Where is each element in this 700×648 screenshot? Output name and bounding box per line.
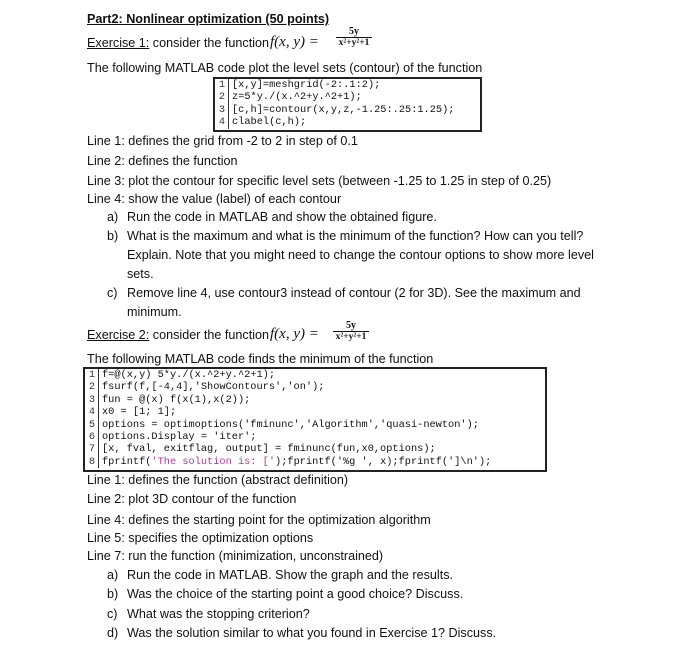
item-text: Remove line 4, use contour3 instead of contour (2 for 3D). See the maximum and <box>127 286 581 300</box>
exercise-1-denominator: x²+y²+1 <box>338 38 370 48</box>
exercise-1-code-block <box>213 77 482 132</box>
item-text: Was the choice of the starting point a good choice? Discuss. <box>127 587 464 601</box>
code-line <box>85 456 545 468</box>
exercise-2-numerator: 5y <box>346 320 356 331</box>
code-line <box>85 381 545 393</box>
line-number: 3 <box>85 394 99 406</box>
code-line <box>85 394 545 406</box>
line-number: 6 <box>85 431 99 443</box>
code-string: 'The solution is: [' <box>151 455 276 468</box>
code-line <box>85 369 545 381</box>
code-line <box>215 79 480 91</box>
line-number: 3 <box>215 104 229 116</box>
item-label: c) <box>107 607 118 621</box>
line-number: 5 <box>85 419 99 431</box>
ex2-item-c <box>107 607 310 621</box>
ex2-item-b <box>107 587 463 601</box>
code-text: options.Display = 'iter'; <box>102 430 257 443</box>
item-label: d) <box>107 626 119 640</box>
exercise-2-denominator: x²+y²+1 <box>335 332 367 342</box>
code-text: x0 = [1; 1]; <box>102 406 177 419</box>
code-line <box>85 419 545 431</box>
exercise-1-heading <box>87 36 269 50</box>
code-text: [x,y]=meshgrid(-2:.1:2); <box>232 79 381 91</box>
exercise-1-fraction <box>336 26 372 49</box>
ex2-item-d <box>107 626 496 640</box>
code-text: [c,h]=contour(x,y,z,-1.25:.25:1.25); <box>232 103 455 116</box>
ex1-item-a <box>107 210 437 224</box>
ex1-line-desc: Line 4: show the value (label) of each contour <box>87 192 342 206</box>
code-text: [x, fval, exitflag, output] = fminunc(fun,x0,options); <box>102 443 436 456</box>
code-text: fun = @(x) f(x(1),x(2)); <box>102 393 251 406</box>
item-label: a) <box>107 568 119 582</box>
exercise-2-fraction <box>333 320 369 343</box>
ex1-line-desc: Line 3: plot the contour for specific level sets (between -1.25 to 1.25 in step of 0.25) <box>87 174 552 188</box>
ex1-item-b <box>107 229 583 243</box>
line-number: 2 <box>85 381 99 393</box>
code-line <box>215 91 480 103</box>
exercise-2-heading <box>87 328 269 342</box>
line-number: 7 <box>85 443 99 455</box>
code-text: f=@(x,y) 5*y./(x.^2+y.^2+1); <box>102 369 276 381</box>
exercise-1-function-lhs: f(x, y) = <box>270 34 319 50</box>
item-text: Was the solution similar to what you found in Exercise 1? Discuss. <box>127 626 497 640</box>
exercise-2-function-lhs: f(x, y) = <box>270 326 319 342</box>
line-number: 8 <box>85 456 99 468</box>
part-title: Part2: Nonlinear optimization (50 points) <box>87 12 330 26</box>
item-text: What is the maximum and what is the minimum of the function? How can you tell? <box>127 229 584 243</box>
code-text: options = optimoptions('fminunc','Algorithm','quasi-newton'); <box>102 418 479 431</box>
ex1-item-c <box>107 286 581 300</box>
item-text: Run the code in MATLAB and show the obtained figure. <box>127 210 437 224</box>
ex1-line-desc: Line 2: defines the function <box>87 154 238 168</box>
ex2-item-a <box>107 568 453 582</box>
exercise-2-code-intro: The following MATLAB code finds the minimum of the function <box>87 352 434 366</box>
exercise-2-intro: consider the function <box>152 328 270 342</box>
code-line <box>85 431 545 443</box>
item-label: a) <box>107 210 119 224</box>
item-label: b) <box>107 587 119 601</box>
item-label: b) <box>107 229 119 243</box>
ex1-item-b-cont: Explain. Note that you might need to change the contour options to show more level <box>127 248 594 262</box>
ex1-item-b-cont: sets. <box>127 267 154 281</box>
code-line <box>85 443 545 455</box>
code-text <box>102 456 491 468</box>
code-line <box>215 104 480 116</box>
ex2-line-desc: Line 1: defines the function (abstract definition) <box>87 473 349 487</box>
exercise-1-label: Exercise 1: <box>87 36 150 50</box>
code-line <box>85 406 545 418</box>
exercise-2-label: Exercise 2: <box>87 328 150 342</box>
exercise-1-intro: consider the function <box>152 36 270 50</box>
line-number: 4 <box>215 116 229 128</box>
code-text: z=5*y./(x.^2+y.^2+1); <box>232 91 362 104</box>
line-number: 1 <box>215 79 229 91</box>
line-number: 2 <box>215 91 229 103</box>
code-text: fsurf(f,[-4,4],'ShowContours','on'); <box>102 381 325 394</box>
code-fragment: );fprintf('%g ', x);fprintf(']\n'); <box>275 455 492 468</box>
ex2-line-desc: Line 2: plot 3D contour of the function <box>87 492 297 506</box>
line-number: 1 <box>85 369 99 381</box>
code-text: clabel(c,h); <box>232 116 307 129</box>
item-label: c) <box>107 286 118 300</box>
exercise-1-numerator: 5y <box>349 26 359 37</box>
ex1-item-c-cont: minimum. <box>127 305 182 319</box>
exercise-2-code-block <box>83 367 547 472</box>
code-line <box>215 116 480 128</box>
ex2-line-desc: Line 7: run the function (minimization, unconstrained) <box>87 549 384 563</box>
ex2-line-desc: Line 4: defines the starting point for the optimization algorithm <box>87 513 431 527</box>
ex1-line-desc: Line 1: defines the grid from -2 to 2 in step of 0.1 <box>87 134 358 148</box>
item-text: What was the stopping criterion? <box>127 607 310 621</box>
item-text: Run the code in MATLAB. Show the graph and the results. <box>127 568 453 582</box>
ex2-line-desc: Line 5: specifies the optimization options <box>87 531 314 545</box>
exercise-1-code-intro: The following MATLAB code plot the level sets (contour) of the function <box>87 61 483 75</box>
line-number: 4 <box>85 406 99 418</box>
code-fragment: fprintf( <box>102 455 152 468</box>
